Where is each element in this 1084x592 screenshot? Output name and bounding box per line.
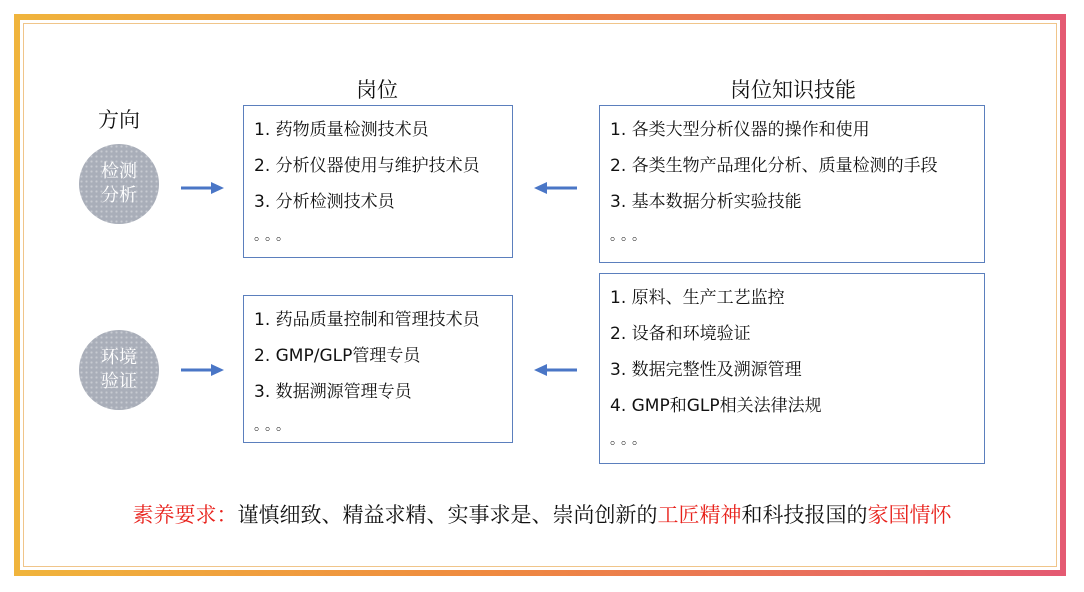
position-item: 2. 分析仪器使用与维护技术员: [254, 156, 480, 176]
skill-item: 3. 数据完整性及溯源管理: [610, 360, 802, 380]
position-item: 3. 分析检测技术员: [254, 192, 395, 212]
more-ellipsis: 。。。: [254, 228, 294, 244]
position-box-detection: [243, 105, 513, 258]
more-ellipsis: 。。。: [610, 228, 650, 244]
position-box-environment: [243, 295, 513, 443]
position-item: 1. 药物质量检测技术员: [254, 120, 429, 140]
heading-position: 岗位: [356, 78, 398, 102]
position-item: 3. 数据溯源管理专员: [254, 382, 412, 402]
skill-item: 1. 原料、生产工艺监控: [610, 288, 785, 308]
skill-item: 2. 各类生物产品理化分析、质量检测的手段: [610, 156, 938, 176]
heading-skills: 岗位知识技能: [730, 78, 856, 102]
direction-circle-detection: [79, 144, 159, 224]
skill-item: 4. GMP和GLP相关法律法规: [610, 396, 822, 416]
skill-item: 2. 设备和环境验证: [610, 324, 751, 344]
direction-label-line1: 检测: [101, 161, 137, 182]
left-arrow-icon: [532, 178, 578, 198]
left-arrow-icon: [532, 360, 578, 380]
position-item: 1. 药品质量控制和管理技术员: [254, 310, 480, 330]
skills-box-detection: [599, 105, 985, 263]
direction-label-line2: 验证: [101, 371, 137, 392]
heading-direction: 方向: [98, 108, 140, 132]
more-ellipsis: 。。。: [254, 418, 294, 434]
skill-item: 1. 各类大型分析仪器的操作和使用: [610, 120, 870, 140]
literacy-requirements: [0, 500, 1084, 530]
right-arrow-icon: [180, 360, 226, 380]
direction-circle-environment: [79, 330, 159, 410]
footer-highlight: 工匠精神: [657, 503, 742, 527]
position-item: 2. GMP/GLP管理专员: [254, 346, 421, 366]
footer-text: 和科技报国的: [741, 503, 868, 527]
footer-text: 谨慎细致、精益求精、实事求是、崇尚创新的: [237, 503, 658, 527]
skills-box-environment: [599, 273, 985, 464]
skill-item: 3. 基本数据分析实验技能: [610, 192, 802, 212]
direction-label-line2: 分析: [101, 185, 137, 206]
footer-label: 素养要求：: [132, 503, 238, 527]
more-ellipsis: 。。。: [610, 432, 650, 448]
direction-label-line1: 环境: [101, 347, 137, 368]
footer-highlight: 家国情怀: [867, 503, 952, 527]
right-arrow-icon: [180, 178, 226, 198]
